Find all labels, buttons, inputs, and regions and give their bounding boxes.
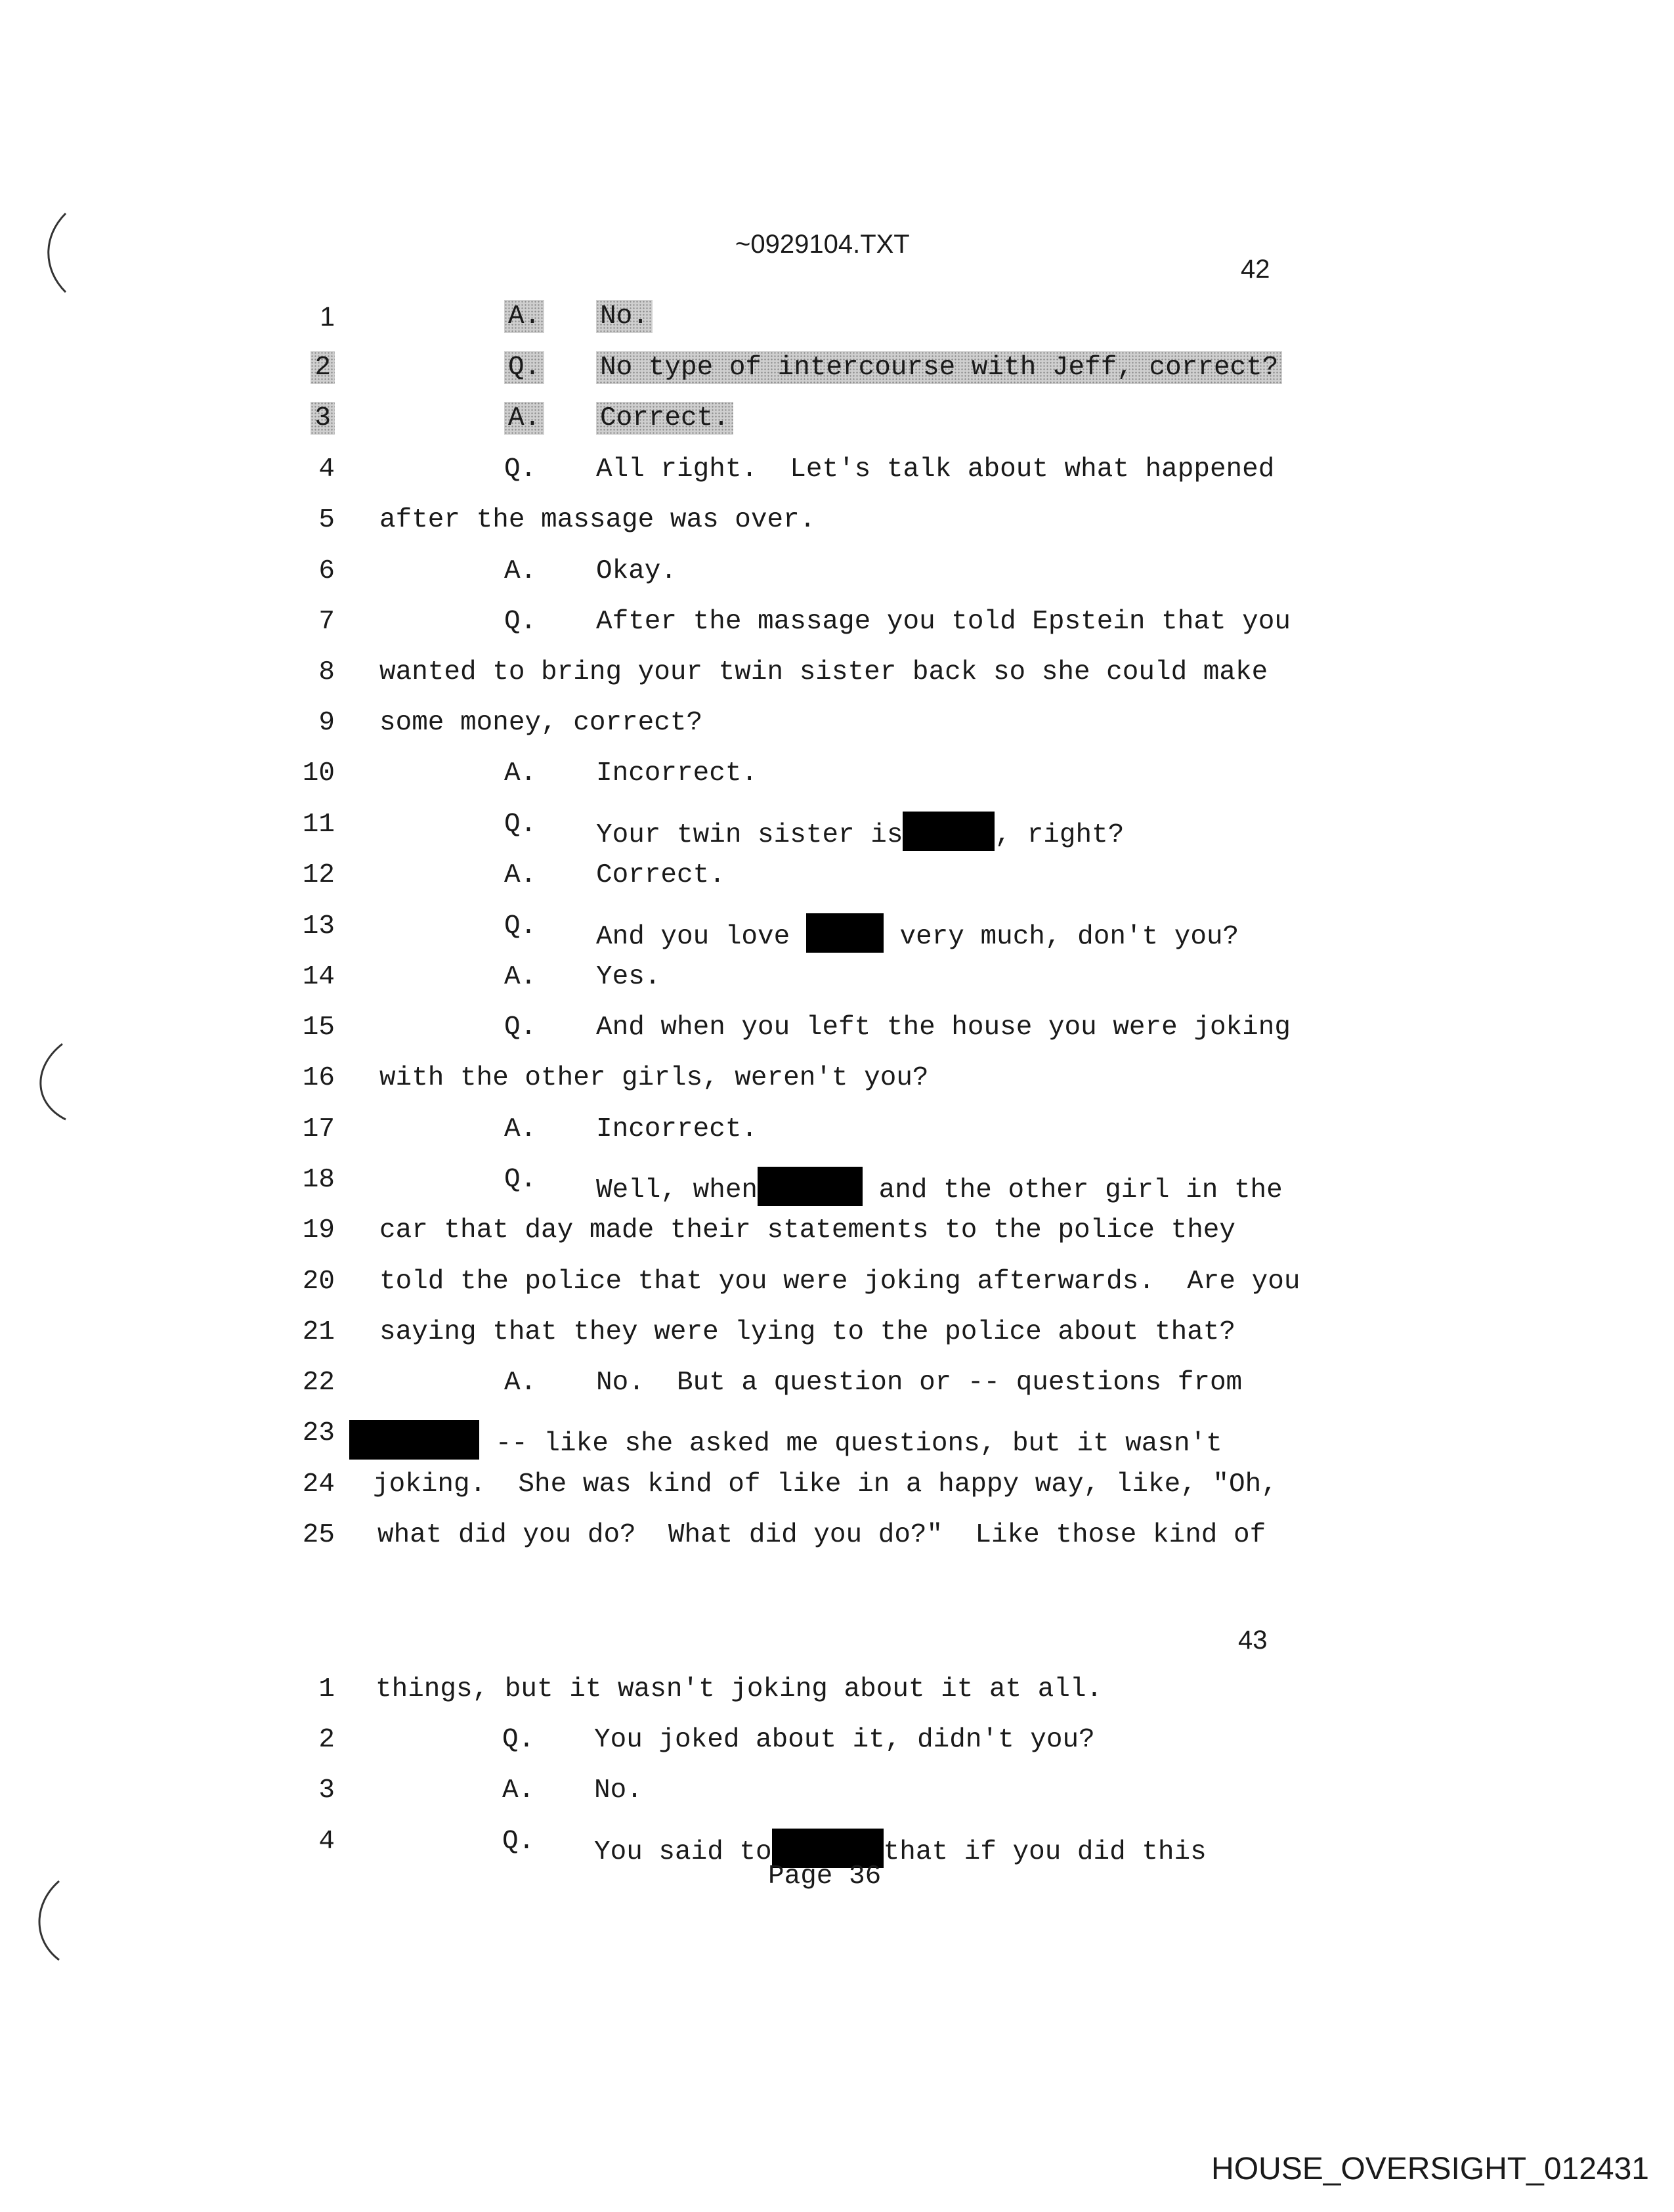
line-number: 17 xyxy=(302,1114,335,1144)
speaker-label: Q. xyxy=(504,810,537,840)
line-number: 3 xyxy=(282,405,335,432)
speaker-label: A. xyxy=(504,405,544,432)
speaker-label: A. xyxy=(504,860,537,890)
speaker-label: Q. xyxy=(504,355,544,381)
line-number: 6 xyxy=(318,556,335,586)
line-number: 24 xyxy=(302,1469,335,1500)
speaker-label: A. xyxy=(504,1114,537,1144)
line-text: -- like she asked me questions, but it wasn't xyxy=(349,1420,1222,1460)
speaker-label: Q. xyxy=(504,607,537,637)
line-text: You said to that if you did this xyxy=(594,1829,1207,1868)
line-number: 16 xyxy=(302,1063,335,1093)
speaker-label: A. xyxy=(504,556,537,586)
speaker-label: Q. xyxy=(504,1165,537,1195)
line-text: No. xyxy=(596,303,653,330)
line-number: 8 xyxy=(318,657,335,687)
line-number: 19 xyxy=(302,1215,335,1246)
line-text: with the other girls, weren't you? xyxy=(379,1063,929,1093)
line-text: And when you left the house you were joking xyxy=(596,1012,1291,1043)
binder-mark-middle xyxy=(30,1041,69,1126)
line-number: 2 xyxy=(318,1725,335,1755)
line-number: 10 xyxy=(302,758,335,789)
line-text: told the police that you were joking afterwards. Are you xyxy=(379,1267,1300,1297)
line-number: 13 xyxy=(302,911,335,942)
binder-mark-top xyxy=(39,210,72,295)
line-number: 5 xyxy=(318,505,335,535)
line-number: 1 xyxy=(318,1674,335,1704)
redaction-box xyxy=(349,1420,479,1460)
line-text: Yes. xyxy=(596,962,661,992)
line-number: 9 xyxy=(318,708,335,738)
speaker-label: A. xyxy=(504,1368,537,1398)
speaker-label: A. xyxy=(502,1775,535,1806)
line-text: what did you do? What did you do?" Like those kind of xyxy=(377,1520,1266,1550)
line-number: 4 xyxy=(318,1827,335,1857)
line-text: No. But a question or -- questions from xyxy=(596,1368,1243,1398)
line-text: things, but it wasn't joking about it at all. xyxy=(376,1674,1103,1704)
transcript-page-number: 43 xyxy=(1238,1626,1268,1655)
line-number: 14 xyxy=(302,962,335,992)
speaker-label: Q. xyxy=(502,1725,535,1755)
speaker-label: A. xyxy=(504,962,537,992)
line-number: 22 xyxy=(302,1368,335,1398)
line-number: 11 xyxy=(302,810,335,840)
redaction-box xyxy=(806,913,884,953)
line-text: And you love very much, don't you? xyxy=(596,913,1239,953)
line-text: After the massage you told Epstein that you xyxy=(596,607,1291,637)
redaction-box xyxy=(903,812,995,851)
line-number: 25 xyxy=(302,1520,335,1550)
line-text: Incorrect. xyxy=(596,758,758,789)
speaker-label: Q. xyxy=(504,911,537,942)
line-text: Your twin sister is , right? xyxy=(596,812,1124,851)
binder-mark-bottom xyxy=(30,1878,69,1963)
line-text: joking. She was kind of like in a happy way, like, "Oh, xyxy=(373,1469,1277,1500)
line-text: after the massage was over. xyxy=(379,505,816,535)
document-filename: ~0929104.TXT xyxy=(735,230,910,259)
line-number: 7 xyxy=(318,607,335,637)
line-number: 20 xyxy=(302,1267,335,1297)
line-text: Well, when and the other girl in the xyxy=(596,1167,1283,1206)
line-number: 4 xyxy=(318,454,335,485)
line-text: All right. Let's talk about what happened xyxy=(596,454,1275,485)
speaker-label: Q. xyxy=(504,454,537,485)
line-text: wanted to bring your twin sister back so she could make xyxy=(379,657,1268,687)
bates-number: HOUSE_OVERSIGHT_012431 xyxy=(1211,2152,1649,2186)
speaker-label: A. xyxy=(504,758,537,789)
speaker-label: Q. xyxy=(504,1012,537,1043)
line-text: No type of intercourse with Jeff, correct? xyxy=(596,355,1282,381)
line-text: Correct. xyxy=(596,860,725,890)
transcript-page-number: 42 xyxy=(1241,255,1270,284)
line-text: You joked about it, didn't you? xyxy=(594,1725,1095,1755)
line-number: 21 xyxy=(302,1317,335,1347)
line-number: 15 xyxy=(302,1012,335,1043)
line-text: saying that they were lying to the police about that? xyxy=(379,1317,1236,1347)
speaker-label: Q. xyxy=(502,1827,535,1857)
speaker-label: A. xyxy=(504,303,544,330)
line-text: some money, correct? xyxy=(379,708,703,738)
line-number: 3 xyxy=(318,1775,335,1806)
line-text: Incorrect. xyxy=(596,1114,758,1144)
redaction-box xyxy=(758,1167,863,1206)
line-number: 18 xyxy=(302,1165,335,1195)
page-footer: Page 36 xyxy=(768,1861,882,1892)
line-number: 2 xyxy=(282,355,335,381)
line-number: 23 xyxy=(302,1418,335,1448)
line-text: No. xyxy=(594,1775,643,1806)
line-text: Correct. xyxy=(596,405,733,432)
line-text: Okay. xyxy=(596,556,677,586)
line-number: 1 xyxy=(320,301,335,332)
line-number: 12 xyxy=(302,860,335,890)
line-text: car that day made their statements to the police they xyxy=(379,1215,1236,1246)
